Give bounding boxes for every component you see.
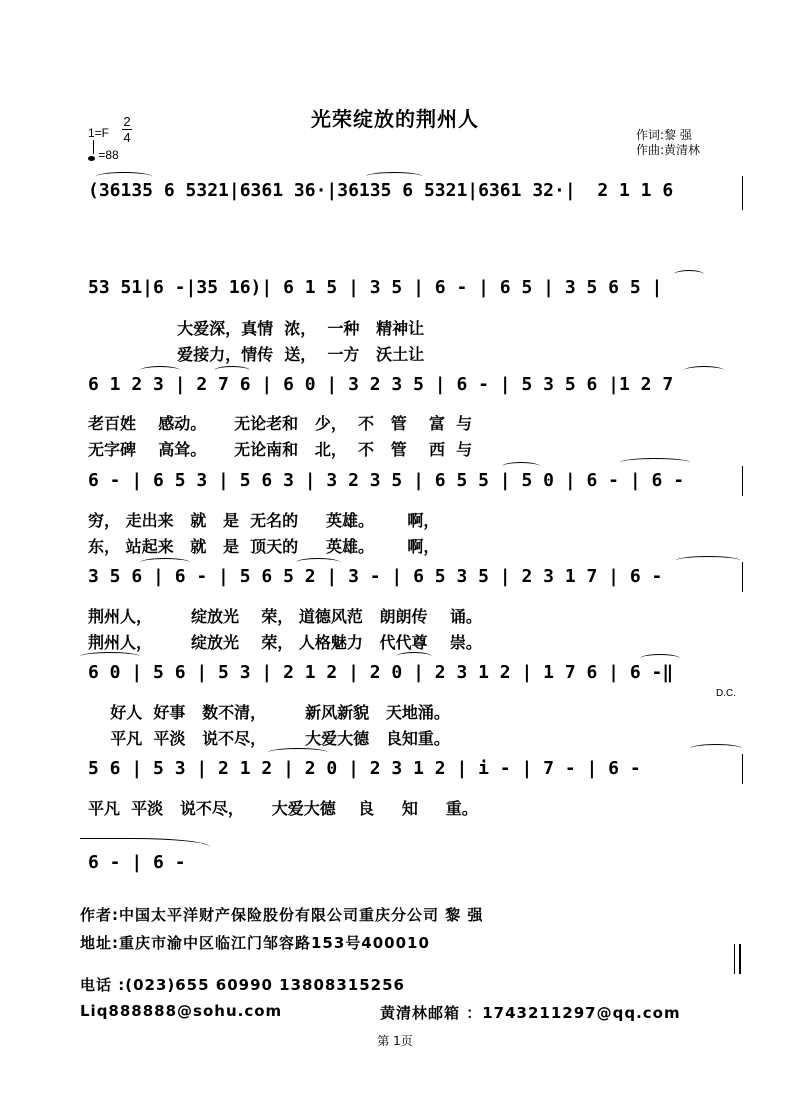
address-info: 地址:重庆市渝中区临江门邹容路153号400010 xyxy=(80,934,430,952)
song-title: 光荣绽放的荆州人 xyxy=(311,107,479,131)
barline xyxy=(742,176,743,210)
tie-mark xyxy=(80,652,140,661)
tempo-value: =88 xyxy=(98,148,119,162)
score-line-2: 53 51|6 -|35 16)| 6 1 5 | 3 5 | 6 - | 6 5 | 3 5 6 5 | xyxy=(88,277,663,298)
slur-mark xyxy=(396,652,432,661)
lyric-line-2-verse-1: 大爱深，真情 浓， 一种 精神让 xyxy=(88,319,425,338)
composer: 作曲:黄清林 xyxy=(636,143,701,157)
lyric-line-4-verse-1: 穷， 走出来 就 是 无名的 英雄。 啊， xyxy=(88,511,440,530)
barline xyxy=(742,754,743,784)
tie-mark xyxy=(676,556,740,565)
da-capo-marking: D.C. xyxy=(716,688,736,699)
lyric-line-2-verse-2: 爱接力，情传 送， 一方 沃土让 xyxy=(88,345,425,364)
lyric-line-7-verse-1: 平凡 平淡 说不尽， 大爱大德 良 知 重。 xyxy=(88,799,478,818)
quarter-note-icon xyxy=(88,156,95,161)
credits xyxy=(636,128,700,158)
barline xyxy=(742,466,743,496)
tie-mark xyxy=(620,458,690,467)
score-line-5: 3 5 6 | 6 - | 5 6 5 2 | 3 - | 6 5 3 5 | 2 3 1 7 | 6 - xyxy=(88,566,663,587)
tie-mark xyxy=(80,838,210,853)
author-info: 作者:中国太平洋财产保险股份有限公司重庆分公司 黎 强 xyxy=(80,906,484,924)
score-line-4: 6 - | 6 5 3 | 5 6 3 | 3 2 3 5 | 6 5 5 | 5 0 | 6 - | 6 - xyxy=(88,470,685,491)
score-line-1: (36135 6 5321|6361 36·|36135 6 5321|6361 32·| 2 1 1 6 xyxy=(88,180,674,201)
email-info-1: Liq888888@sohu.com xyxy=(80,1002,283,1020)
score-line-6: 6 0 | 5 6 | 5 3 | 2 1 2 | 2 0 | 2 3 1 2 | 1 7 6 | 6 -‖ xyxy=(88,662,674,683)
lyric-line-6-verse-2: 平凡 平淡 说不尽， 大爱大德 良知重。 xyxy=(88,729,450,748)
lyricist: 作词:黎 强 xyxy=(636,128,692,142)
page-number: 第 1页 xyxy=(377,1034,413,1048)
tempo-marking xyxy=(88,148,119,162)
lyric-line-5-verse-1: 荆州人， 绽放光 荣， 道德风范 朗朗传 诵。 xyxy=(88,607,482,626)
time-signature-top: 2 xyxy=(123,114,131,129)
lyric-line-3-verse-2: 无字碑 高耸。 无论南和 北， 不 管 西 与 xyxy=(88,440,473,459)
email-info-2: 黄清林邮箱 ：1743211297@qq.com xyxy=(380,1004,681,1022)
lyric-line-5-verse-2: 荆州人， 绽放光 荣， 人格魅力 代代尊 崇。 xyxy=(88,633,482,652)
lyric-line-3-verse-1: 老百姓 感动。 无论老和 少， 不 管 富 与 xyxy=(88,414,473,433)
phone-info: 电话 :(023)655 60990 13808315256 xyxy=(80,976,405,994)
key-signature: 1=F xyxy=(88,126,110,140)
final-barline xyxy=(734,944,741,974)
score-line-8: 6 - | 6 - xyxy=(88,852,186,873)
time-signature-bottom: 4 xyxy=(123,130,131,145)
score-line-7: 5 6 | 5 3 | 2 1 2 | 2 0 | 2 3 1 2 | i - | 7 - | 6 - xyxy=(88,758,641,779)
lyric-line-4-verse-2: 东， 站起来 就 是 顶天的 英雄。 啊， xyxy=(88,537,440,556)
time-signature xyxy=(122,114,132,145)
tie-mark xyxy=(268,748,328,757)
lyric-line-6-verse-1: 好人 好事 数不清， 新风新貌 天地涌。 xyxy=(88,703,450,722)
tie-mark xyxy=(690,744,742,753)
score-line-3: 6 1 2 3 | 2 7 6 | 6 0 | 3 2 3 5 | 6 - | 5 3 5 6 |1 2 7 xyxy=(88,374,674,395)
barline xyxy=(742,562,743,592)
